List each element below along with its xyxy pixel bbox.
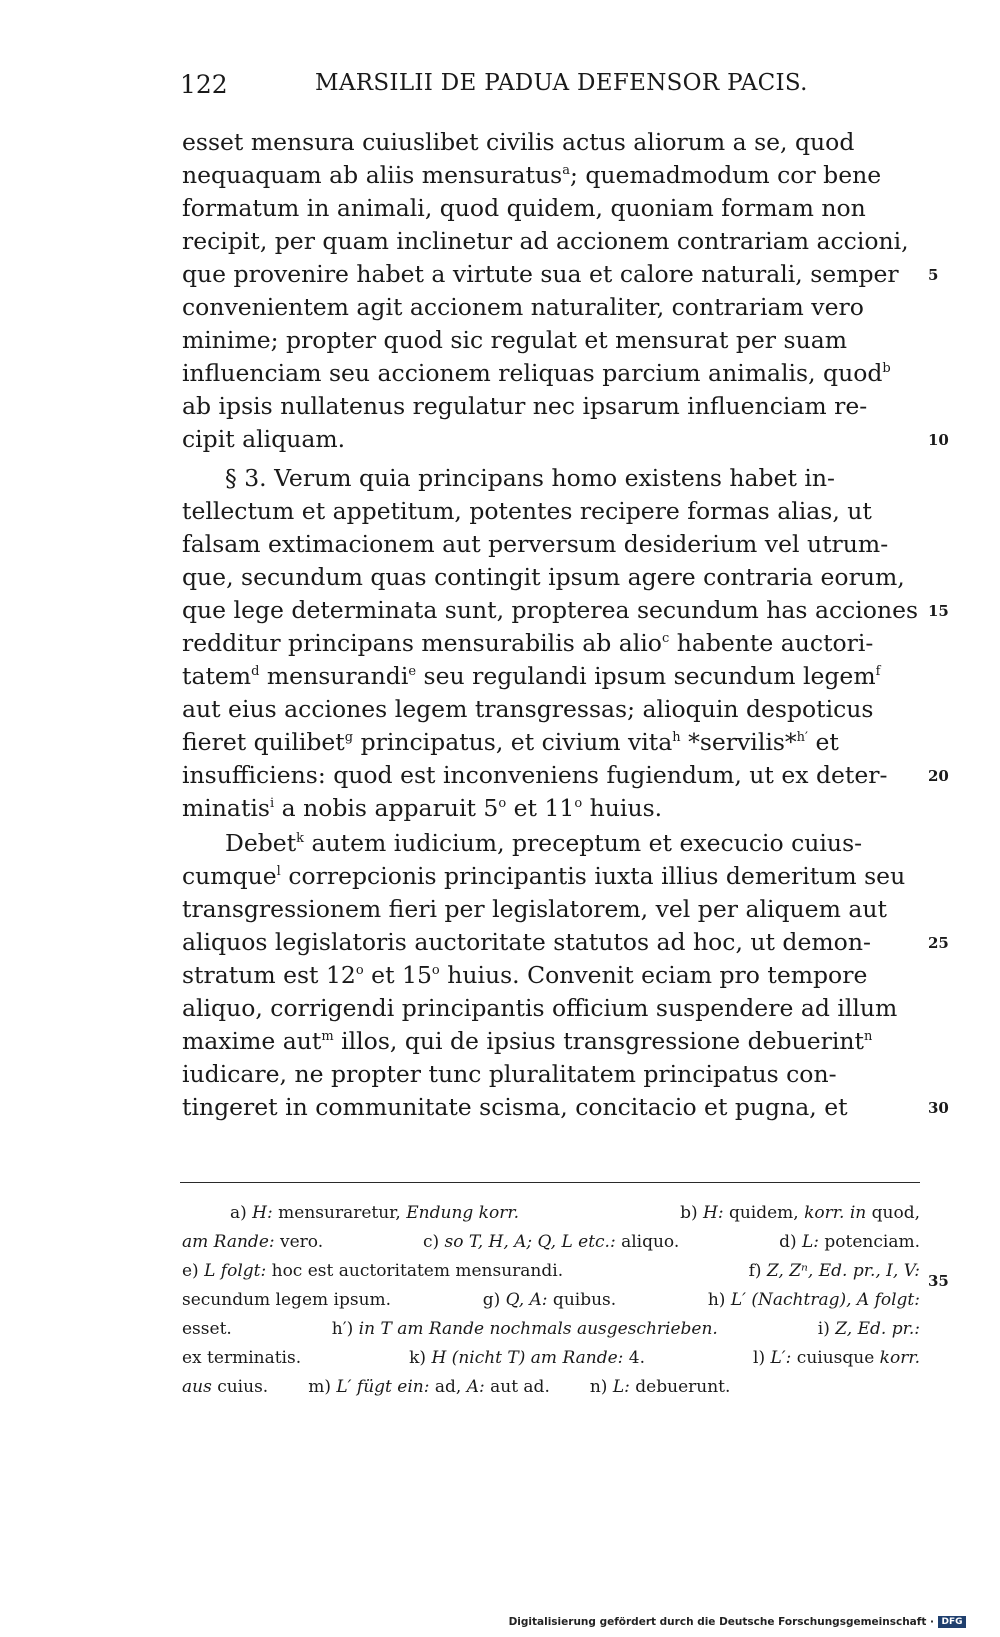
- text-line: recipit, per quam inclinetur ad accionem contrariam accioni,: [182, 227, 909, 255]
- footnote-marker: b: [882, 361, 891, 376]
- line-number: 25: [928, 934, 949, 952]
- text-line: esset mensura cuiuslibet civilis actus aliorum a se, quod: [182, 128, 855, 156]
- text-line: stratum est 12$^o$ et 15$^o$ huius. Convenit eciam pro tempore: [182, 961, 868, 989]
- footnote-line: a) H: mensuraretur, Endung korr. b) H: quidem, korr. in quod,: [230, 1203, 920, 1223]
- text-line: fieret quilibet$^g$ principatus, et civium vita$^h$ *servilis*$^{h'}$ et: [182, 728, 839, 756]
- text-line: cipit aliquam.: [182, 425, 346, 453]
- footnote-line: secundum legem ipsum. g) Q, A: quibus. h) L′ (Nachtrag), A folgt:: [182, 1290, 920, 1310]
- line-number: 20: [928, 767, 949, 785]
- text-line: Debet$^k$ autem iudicium, preceptum et execucio cuius-: [225, 829, 863, 857]
- text-line: falsam extimacionem aut perversum desiderium vel utrum-: [182, 530, 889, 558]
- footnote-marker: c: [661, 631, 670, 646]
- text-line: maxime aut$^m$ illos, qui de ipsius transgressione debuerint$^n$: [182, 1027, 873, 1055]
- footnote-marker: d: [251, 664, 260, 679]
- credit-text: Digitalisierung gefördert durch die Deutsche Forschungsgemeinschaft ·: [508, 1616, 934, 1628]
- footnote-marker: n: [863, 1029, 873, 1044]
- text-line: minime; propter quod sic regulat et mensurat per suam: [182, 326, 847, 354]
- footnote-line: e) L folgt: hoc est auctoritatem mensurandi. f) Z, Zⁿ, Ed. pr., I, V:: [182, 1261, 920, 1281]
- text-line: tellectum et appetitum, potentes recipere formas alias, ut: [182, 497, 872, 525]
- footnote-marker: i: [269, 796, 275, 811]
- degree-marker: o: [498, 796, 507, 811]
- text-line: que provenire habet a virtute sua et calore naturali, semper: [182, 260, 899, 288]
- footnote-marker: e: [408, 664, 417, 679]
- line-number: 30: [928, 1099, 949, 1117]
- footnote-marker: a: [562, 163, 570, 178]
- footnote-line: aus cuius. m) L′ fügt ein: ad, A: aut ad. n) L: debuerunt.: [182, 1377, 731, 1397]
- line-number: 10: [928, 431, 949, 449]
- footnote-marker: h′: [796, 730, 808, 745]
- text-line: ab ipsis nullatenus regulatur nec ipsarum influenciam re-: [182, 392, 868, 420]
- footnote-line: ex terminatis. k) H (nicht T) am Rande: 4. l) L′: cuiusque korr.: [182, 1348, 920, 1368]
- footnote-marker: l: [276, 864, 281, 879]
- text-line: insufficiens: quod est inconveniens fugiendum, ut ex deter-: [182, 761, 888, 789]
- page-number: 122: [180, 70, 228, 99]
- running-title: MARSILII DE PADUA DEFENSOR PACIS.: [315, 70, 808, 96]
- footnote-line: am Rande: vero. c) so T, H, A; Q, L etc.: aliquo. d) L: potenciam.: [182, 1232, 920, 1252]
- running-head: [180, 70, 920, 110]
- footnote-marker: m: [321, 1029, 334, 1044]
- degree-marker: o: [431, 963, 440, 978]
- degree-marker: o: [574, 796, 583, 811]
- dfg-logo-icon: DFG: [938, 1616, 966, 1628]
- footnote-rule: [180, 1182, 920, 1183]
- text-line: aliquos legislatoris auctoritate statutos ad hoc, ut demon-: [182, 928, 871, 956]
- footnote-marker: f: [875, 664, 881, 679]
- text-line: influenciam seu accionem reliquas parcium animalis, quod$^b$: [182, 359, 891, 387]
- text-line: transgressionem fieri per legislatorem, vel per aliquem aut: [182, 895, 887, 923]
- line-number: 15: [928, 602, 949, 620]
- text-line: que lege determinata sunt, propterea secundum has acciones: [182, 596, 919, 624]
- line-number: 35: [928, 1272, 949, 1290]
- digitization-credit: [509, 1616, 966, 1628]
- section-heading-line: § 3. Verum quia principans homo existens habet in-: [225, 464, 835, 492]
- text-line: convenientem agit accionem naturaliter, contrariam vero: [182, 293, 864, 321]
- text-line: formatum in animali, quod quidem, quoniam formam non: [182, 194, 866, 222]
- footnote-marker: k: [296, 831, 305, 846]
- text-line: aut eius acciones legem transgressas; alioquin despoticus: [182, 695, 874, 723]
- footnote-marker: g: [344, 730, 354, 745]
- degree-marker: o: [355, 963, 364, 978]
- text-line: tingeret in communitate scisma, concitacio et pugna, et: [182, 1093, 848, 1121]
- text-line: cumque$^l$ correpcionis principantis iuxta illius demeritum seu: [182, 862, 906, 890]
- text-line: minatis$^i$ a nobis apparuit 5$^o$ et 11$^o$ huius.: [182, 794, 663, 822]
- text-line: tatem$^d$ mensurandi$^e$ seu regulandi ipsum secundum legem$^f$: [182, 662, 881, 690]
- text-line: iudicare, ne propter tunc pluralitatem principatus con-: [182, 1060, 837, 1088]
- text-line: redditur principans mensurabilis ab alio$^c$ habente auctori-: [182, 629, 874, 657]
- footnote-line: esset. h′) in T am Rande nochmals ausgeschrieben. i) Z, Ed. pr.:: [182, 1319, 920, 1339]
- text-line: nequaquam ab aliis mensuratus$^a$; quemadmodum cor bene: [182, 161, 882, 189]
- text-line: aliquo, corrigendi principantis officium suspendere ad illum: [182, 994, 898, 1022]
- line-number: 5: [928, 266, 939, 284]
- text-line: que, secundum quas contingit ipsum agere contraria eorum,: [182, 563, 905, 591]
- footnote-marker: h: [672, 730, 681, 745]
